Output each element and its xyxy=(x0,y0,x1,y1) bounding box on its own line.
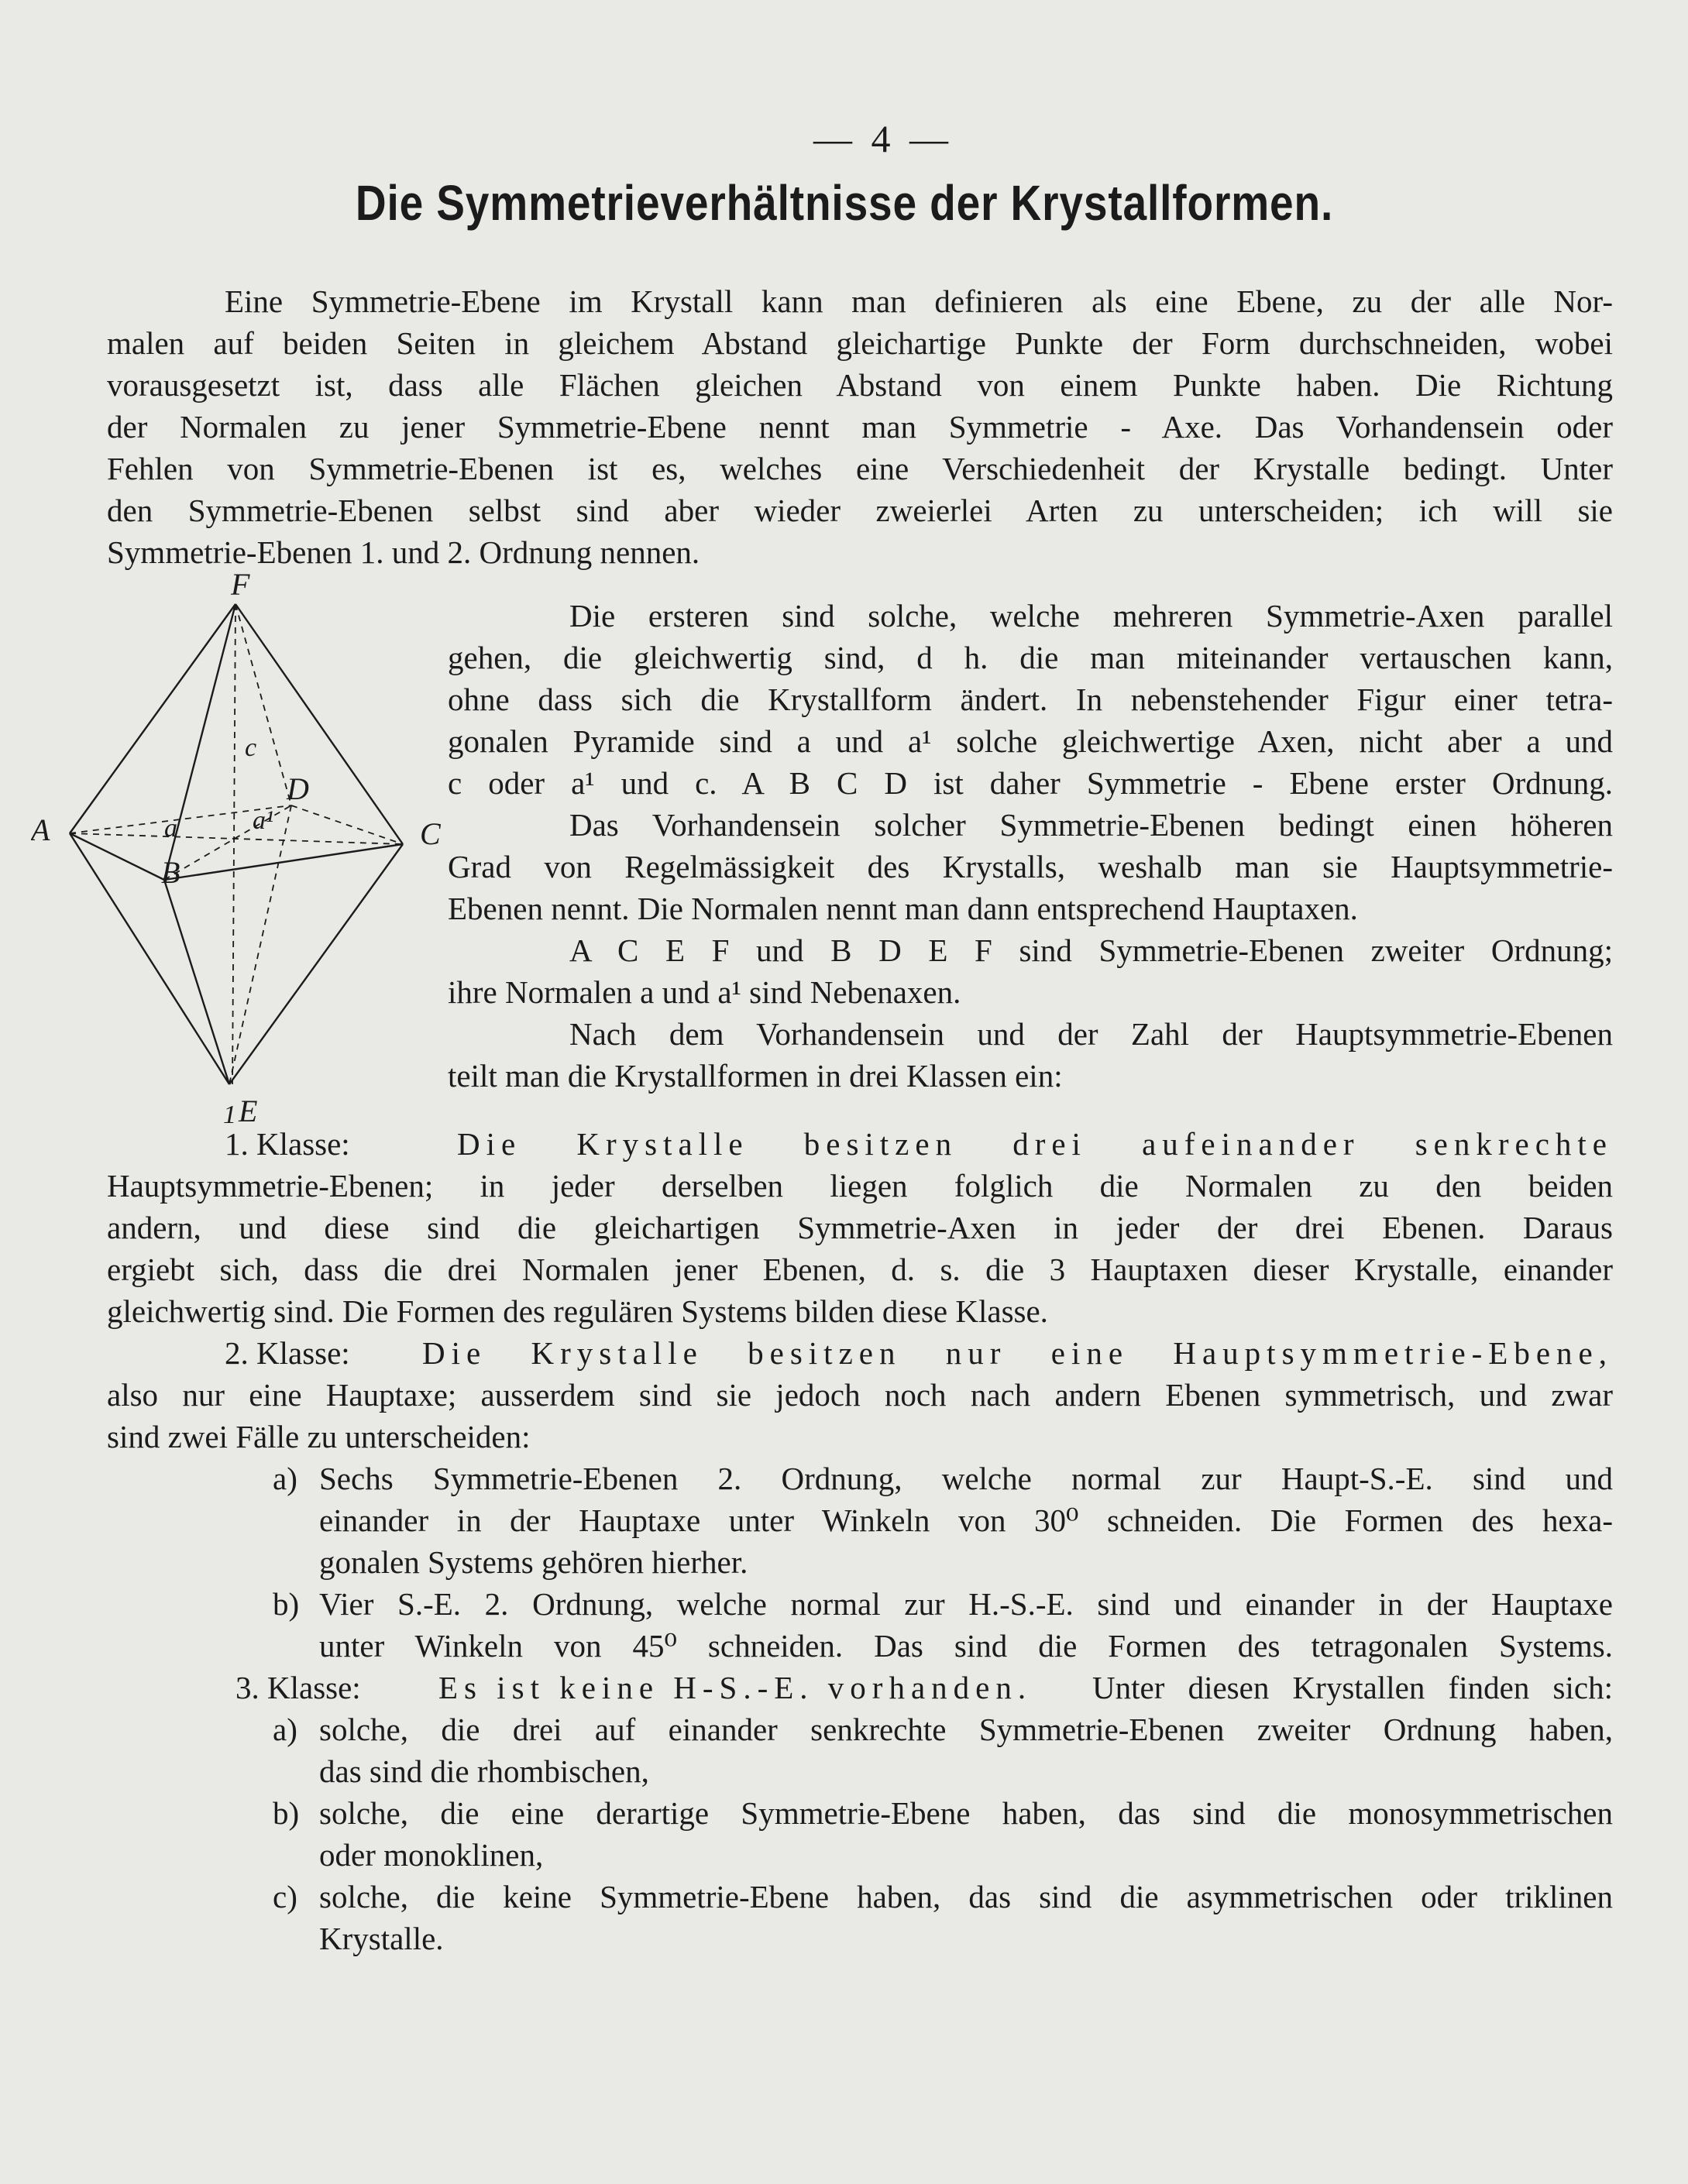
side-line: Nach dem Vorhandensein und der Zahl der Hauptsymmetrie-Ebenen xyxy=(569,1016,1613,1052)
class1-line: ergiebt sich, dass die drei Normalen jener Ebenen, d. s. die 3 Hauptaxen dieser Krystalle, einander xyxy=(107,1252,1613,1287)
side-line: A C E F und B D E F sind Symmetrie-Ebenen zweiter Ordnung; xyxy=(569,932,1613,968)
intro-line: Eine Symmetrie-Ebene im Krystall kann man definieren als eine Ebene, zu der alle Nor- xyxy=(225,283,1613,319)
page-number: — 4 — xyxy=(813,117,953,160)
label-a-vertex: A xyxy=(31,812,50,847)
edge-fa xyxy=(70,604,235,833)
edge-ae xyxy=(70,833,229,1084)
class2-line: also nur eine Hauptaxe; ausserdem sind sie jedoch noch nach andern Ebenen symmetrisch, und zwar xyxy=(107,1377,1613,1413)
label-c-vertex: C xyxy=(420,816,441,851)
class2-item-line: Vier S.-E. 2. Ordnung, welche normal zur H.-S.-E. sind und einander in der Hauptaxe xyxy=(319,1586,1613,1622)
pyramid-figure xyxy=(31,573,465,1131)
class1-spaced-text: Die Krystalle besitzen drei aufeinander senkrechte xyxy=(457,1126,1613,1162)
side-line: c oder a¹ und c. A B C D ist daher Symmetrie - Ebene erster Ordnung. xyxy=(448,765,1613,801)
edge-bc xyxy=(164,844,403,880)
intro-line: der Normalen zu jener Symmetrie-Ebene nennt man Symmetrie - Axe. Das Vorhandensein oder xyxy=(107,409,1613,445)
intro-line: malen auf beiden Seiten in gleichem Abstand gleichartige Punkte der Form durchschneiden, wobei xyxy=(107,325,1613,361)
class3-item-line: das sind die rhombischen, xyxy=(319,1753,649,1789)
class3-item-line: solche, die eine derartige Symmetrie-Ebene haben, das sind die monosymmetrischen xyxy=(319,1795,1613,1831)
side-line: Das Vorhandensein solcher Symmetrie-Ebenen bedingt einen höheren xyxy=(569,807,1613,843)
page-title: Die Symmetrieverhältnisse der Krystallformen. xyxy=(355,175,1334,231)
class2-spaced-text: Die Krystalle besitzen nur eine Hauptsymmetrie-Ebene, xyxy=(422,1335,1613,1371)
class3-spaced-text: Es ist keine H-S.-E. vorhanden. xyxy=(438,1670,1033,1705)
class1-line: Hauptsymmetrie-Ebenen; in jeder derselben liegen folglich die Normalen zu den beiden xyxy=(107,1168,1613,1204)
side-line: ohne dass sich die Krystallform ändert. In nebenstehender Figur einer tetra- xyxy=(448,682,1613,717)
side-line: gehen, die gleichwertig sind, d h. die man miteinander vertauschen kann, xyxy=(448,640,1613,675)
class3-item-line: Krystalle. xyxy=(319,1921,444,1956)
class3-label: 3. Klasse: xyxy=(235,1670,361,1705)
intro-line: Symmetrie-Ebenen 1. und 2. Ordnung nennen. xyxy=(107,534,700,570)
label-e: E xyxy=(239,1094,258,1128)
class2-item-line: einander in der Hauptaxe unter Winkeln von 30⁰ schneiden. Die Formen des hexa- xyxy=(319,1502,1613,1538)
list-marker: b) xyxy=(273,1795,300,1831)
axis-c xyxy=(232,604,235,1084)
label-c-axis: c xyxy=(245,733,257,762)
list-marker: c) xyxy=(273,1879,297,1914)
class2-line: sind zwei Fälle zu unterscheiden: xyxy=(107,1419,531,1454)
side-line: Ebenen nennt. Die Normalen nennt man dann entsprechend Hauptaxen. xyxy=(448,891,1358,926)
edge-be xyxy=(164,880,229,1084)
hidden-edge-dc xyxy=(291,805,403,844)
figure-number: 1 xyxy=(223,1101,236,1129)
list-marker: b) xyxy=(273,1586,300,1622)
class3-rest-text: Unter diesen Krystallen finden sich: xyxy=(1092,1670,1613,1705)
list-marker: a) xyxy=(273,1712,297,1747)
class2-item-line: unter Winkeln von 45⁰ schneiden. Das sind die Formen des tetragonalen Systems. xyxy=(319,1628,1613,1664)
class1-label: 1. Klasse: xyxy=(225,1126,350,1162)
class3-item-line: solche, die drei auf einander senkrechte Symmetrie-Ebenen zweiter Ordnung haben, xyxy=(319,1712,1613,1747)
side-line: teilt man die Krystallformen in drei Klassen ein: xyxy=(448,1058,1063,1094)
list-marker: a) xyxy=(273,1461,297,1496)
class3-item-line: oder monoklinen, xyxy=(319,1837,544,1873)
class1-line: andern, und diese sind die gleichartigen Symmetrie-Axen in jeder der drei Ebenen. Daraus xyxy=(107,1210,1613,1245)
class1-line: gleichwertig sind. Die Formen des regulären Systems bilden diese Klasse. xyxy=(107,1293,1048,1329)
class2-item-line: Sechs Symmetrie-Ebenen 2. Ordnung, welche normal zur Haupt-S.-E. sind und xyxy=(319,1461,1613,1496)
label-a-axis: a xyxy=(164,814,177,843)
axis-a xyxy=(70,833,403,844)
intro-line: den Symmetrie-Ebenen selbst sind aber wieder zweierlei Arten zu unterscheiden; ich will sie xyxy=(107,493,1613,528)
side-line: Grad von Regelmässigkeit des Krystalls, weshalb man sie Hauptsymmetrie- xyxy=(448,849,1613,884)
hidden-edge-fd xyxy=(235,604,291,805)
side-line: gonalen Pyramide sind a und a¹ solche gleichwertige Axen, nicht aber a und xyxy=(448,723,1613,759)
label-d-vertex: D xyxy=(287,771,309,806)
class2-label: 2. Klasse: xyxy=(225,1335,350,1371)
label-a1-axis: a¹ xyxy=(253,806,274,835)
intro-line: Fehlen von Symmetrie-Ebenen ist es, welches eine Verschiedenheit der Krystalle bedingt. Unter xyxy=(107,451,1613,486)
side-line: ihre Normalen a und a¹ sind Nebenaxen. xyxy=(448,974,961,1010)
intro-line: vorausgesetzt ist, dass alle Flächen gleichen Abstand von einem Punkte haben. Die Richtung xyxy=(107,367,1613,403)
class3-item-line: solche, die keine Symmetrie-Ebene haben, das sind die asymmetrischen oder triklinen xyxy=(319,1879,1613,1914)
class2-item-line: gonalen Systems gehören hierher. xyxy=(319,1544,748,1580)
label-b-vertex: B xyxy=(161,855,180,890)
label-f: F xyxy=(231,573,250,602)
side-line: Die ersteren sind solche, welche mehreren Symmetrie-Axen parallel xyxy=(569,598,1613,634)
